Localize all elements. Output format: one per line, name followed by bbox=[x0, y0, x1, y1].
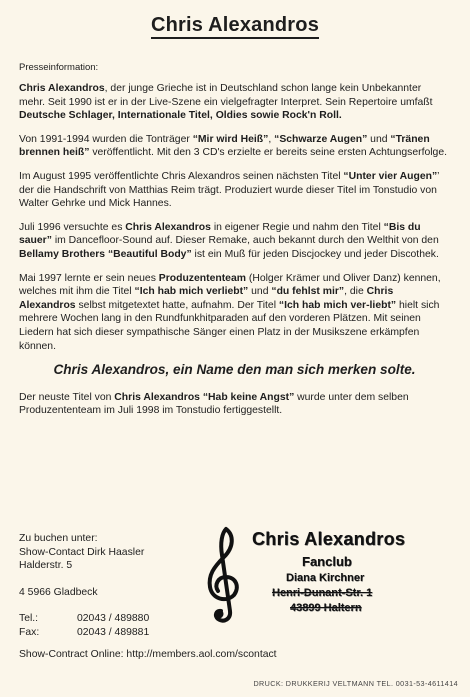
printer-credit: DRUCK: DRUKKERIJ VELTMANN TEL. 0031-53-4611414 bbox=[253, 679, 458, 688]
fanclub-stamp bbox=[200, 525, 460, 630]
body-text bbox=[19, 82, 450, 428]
booking-company: Show-Contact Dirk Haasler bbox=[19, 546, 145, 558]
online-contact: Show-Contract Online: http://members.aol.com/scontact bbox=[19, 649, 277, 660]
paragraph-1998: Der neuste Titel von Chris Alexandros “Hab keine Angst” wurde unter dem selben Produzententeam im Juli 1998 im Tonstudio fertiggestellt. bbox=[19, 391, 409, 417]
stamp-street: Henri-Dunant-Str. 1 bbox=[272, 587, 373, 599]
treble-clef-icon bbox=[200, 525, 248, 625]
paragraph-1996: Juli 1996 versuchte es Chris Alexandros in eigener Regie und nahm den Titel “Bis du sauer” im Dancefloor-Sound auf. Dieser Remake, auch bekannt durch den Welthit von den Bellamy Brothers “Beautiful Body” ist ein Muß für jeden Discjockey und jeder Discothek. bbox=[19, 221, 439, 260]
stamp-club: Fanclub bbox=[302, 554, 352, 569]
stamp-person: Diana Kirchner bbox=[286, 572, 365, 584]
fax-label: Fax: bbox=[19, 626, 40, 638]
stamp-city: 43899 Haltern bbox=[290, 602, 362, 614]
paragraph-1997: Mai 1997 lernte er sein neues Produzententeam (Holger Krämer und Oliver Danz) kennen, welches mit ihm die Titel “Ich hab mich verliebt” und “du fehlst mir”, die Chris Alexandros selbst mitgetextet hatte, aufnahm. Der Titel “Ich hab mich ver-liebt” hielt sich mehrere Wochen lang in den Rundfunkhitparaden auf den vorderen Plätzen. Mit seinen Liedern hat sich dieser sympathische Sänger einen Platz in der Musikszene erkämpfen können. bbox=[19, 272, 441, 352]
phone-number: 02043 / 489880 bbox=[77, 613, 150, 625]
phone-label: Tel.: bbox=[19, 613, 39, 625]
phone-row bbox=[19, 612, 149, 626]
booking-city: 4 5966 Gladbeck bbox=[19, 586, 98, 598]
fax-number: 02043 / 489881 bbox=[77, 626, 150, 638]
page-title: Chris Alexandros bbox=[0, 14, 470, 37]
booking-street: Halderstr. 5 bbox=[19, 560, 73, 572]
paragraph-intro: Chris Alexandros, der junge Grieche ist in Deutschland schon lange kein Unbekannter mehr. Seit 1990 ist er in der Live-Szene ein vielgefragter Interpret. Sein Repertoire umfaßt Deutsche Schlager, Internationale Titel, Oldies sowie Rock'n Roll. bbox=[19, 83, 433, 122]
slogan: Chris Alexandros, ein Name den man sich merken solte. bbox=[53, 362, 416, 378]
fax-row bbox=[19, 626, 149, 640]
booking-contact bbox=[19, 532, 149, 640]
paragraph-1995: Im August 1995 veröffentlichte Chris Alexandros seinen nächsten Titel “Unter vier Augen”’ der die Handschrift von Matthias Reim trägt. Produziert wurde dieser Titel im Tonstudio von Walter Gehrke und Mick Hannes. bbox=[19, 170, 440, 210]
stamp-name: Chris Alexandros bbox=[252, 529, 406, 549]
booking-heading: Zu buchen unter: bbox=[19, 533, 98, 544]
press-label: Presseinformation: bbox=[19, 62, 99, 73]
paragraph-1991: Von 1991-1994 wurden die Tonträger “Mir wird Heiß”, “Schwarze Augen” und “Tränen brennen heiß” veröffentlicht. Mit den 3 CD's erzielte er bereits seine ersten Achtungserfolge. bbox=[19, 133, 448, 159]
